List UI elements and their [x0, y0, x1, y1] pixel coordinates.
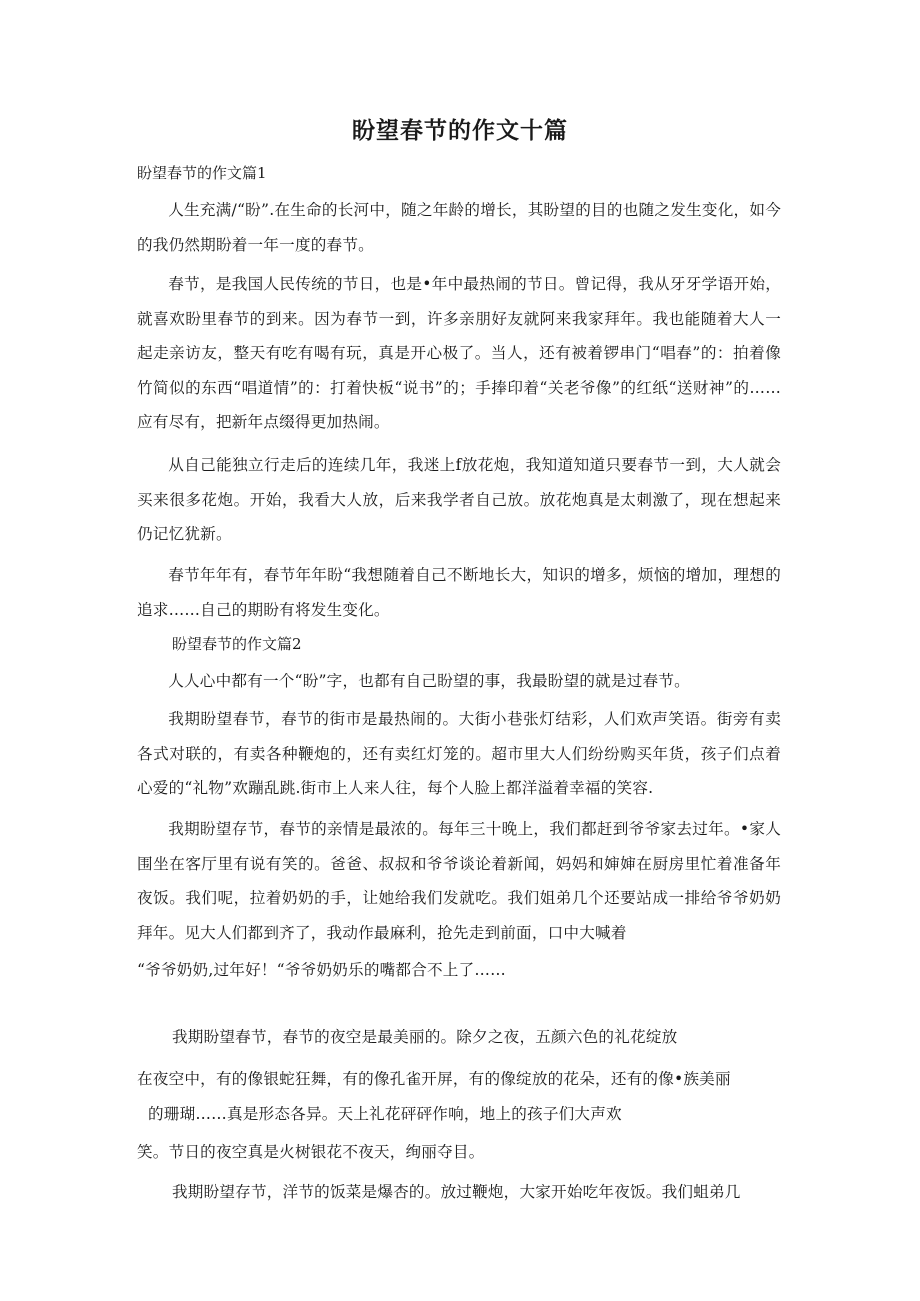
- section-2-paragraph-1: 人人心中都有一个“盼”字，也都有自己盼望的事，我最盼望的就是过春节。: [168, 672, 690, 690]
- quote-line: “爷爷奶奶,过年好！“爷爷奶奶乐的嘴都合不上了……: [137, 961, 506, 979]
- section-2-paragraph-3: 我期盼望存节，春节的亲情是最浓的。每年三十晚上，我们都赶到爷爷家去过年。•家人围坐在客厅里有说有笑的。爸爸、叔叔和爷爷谈论着新闻，妈妈和婶婶在厨房里忙着准备年夜饭。我们呢，拉着奶奶的手，让她给我们发就吃。我们姐弟几个还要站成一排给爷爷奶奶拜年。见大人们都到齐了，我动作最麻利，抢先走到前面，口中大喊着: [137, 820, 781, 942]
- section-1-heading: 盼望春节的作文篇1: [137, 164, 267, 182]
- section-1-paragraph-3: 从自己能独立行走后的连续几年，我迷上f放花炮，我知道知道只要春节一到，大人就会买来很多花炮。开始，我看大人放，后来我学者自己放。放花炮真是太刺激了，现在想起来仍记忆犹新。: [137, 456, 781, 544]
- last-line: 我期盼望存节，洋节的饭菜是爆杏的。放过鞭炮，大家开始吃年夜饭。我们蛆弟几: [172, 1183, 741, 1201]
- night-line-1: 我期盼望春节，春节的夜空是最美丽的。除夕之夜，五颜六色的礼花绽放: [172, 1028, 678, 1046]
- section-2-paragraph-2: 我期盼望春节，春节的街市是最热闹的。大街小巷张灯结彩，人们欢声笑语。街旁有卖各式对联的，有卖各种鞭炮的，还有卖红灯笼的。超市里大人们纷纷购买年货，孩子们点着心爱的“礼物”欢蹦乱跳.街市上人来人往，每个人脸上都洋溢着幸福的笑容.: [137, 710, 781, 798]
- night-line-3: 的珊瑚……真是形态各异。天上礼花砰砰作响，地上的孩子们大声欢: [148, 1105, 622, 1123]
- night-line-2: 在夜空中，有的像银蛇狂舞，有的像孔雀开屏，有的像绽放的花朵，还有的像•族美丽: [137, 1070, 731, 1088]
- document-title: 盼望春节的作文十篇: [352, 118, 568, 144]
- section-1-paragraph-1: 人生充满/“盼”.在生命的长河中，随之年龄的增长，其盼望的目的也随之发生变化，如今的我仍然期盼着一年一度的春节。: [137, 201, 781, 254]
- section-1-paragraph-4: 春节年年有，春节年年盼“我想随着自己不断地长大，知识的增多，烦恼的增加，理想的追求……自己的期盼有将发生变化。: [137, 566, 781, 619]
- section-2-heading: 盼望春节的作文篇2: [172, 635, 302, 653]
- night-line-4: 笑。节日的夜空真是火树银花不夜天，绚丽夺目。: [137, 1143, 485, 1161]
- section-1-paragraph-2: 春节，是我国人民传统的节日，也是•年中最热闹的节日。曾记得，我从牙牙学语开始，就喜欢盼里春节的到来。因为春节一到，许多亲朋好友就阿来我家拜年。我也能随着大人一起走亲访友，整天有吃有喝有玩，真是开心极了。当人，还有被着锣串门“唱春”的：拍着像竹简似的东西“唱道情”的：打着快板“说书”的；手捧印着“关老爷像”的红纸“送财神”的……应有尽有，把新年点缀得更加热闹。: [137, 275, 781, 432]
